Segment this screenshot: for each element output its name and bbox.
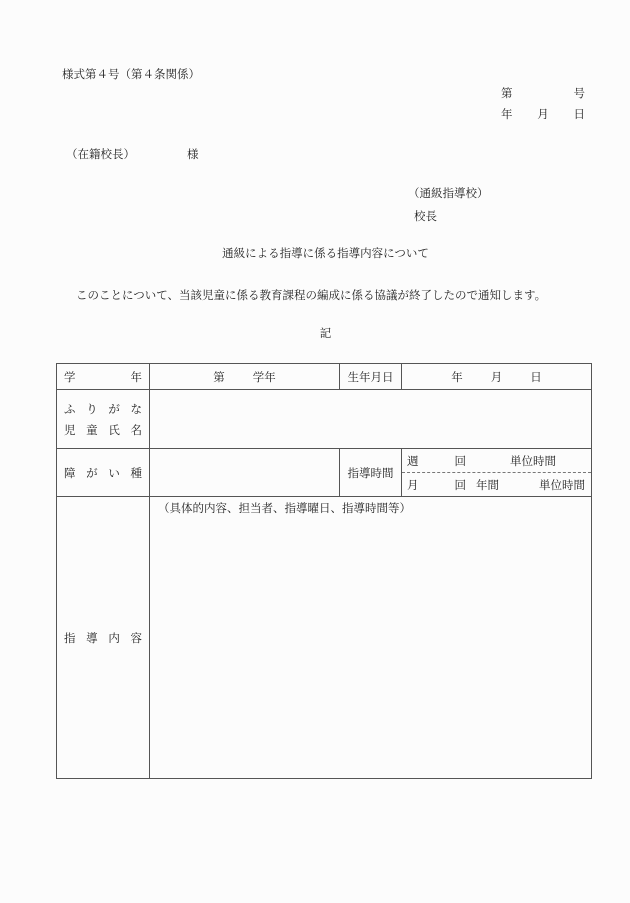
date-month: 月 bbox=[537, 107, 549, 121]
label-char: が bbox=[108, 401, 120, 416]
label-char: 指 bbox=[64, 630, 76, 645]
label-char: ふ bbox=[64, 401, 76, 416]
grade-value[interactable] bbox=[150, 364, 340, 390]
content-label bbox=[57, 497, 150, 779]
addressee-honorific: 様 bbox=[187, 147, 199, 161]
grade-suffix: 学年 bbox=[252, 369, 276, 384]
birth-month: 月 bbox=[490, 369, 503, 384]
date-day: 日 bbox=[573, 107, 585, 121]
document-title: 通級による指導に係る指導内容について bbox=[222, 246, 429, 260]
guidance-content-field[interactable] bbox=[150, 497, 592, 779]
document-body: このことについて、当該児童に係る教育課程の編成に係る協議が終了したので通知します。 bbox=[76, 288, 547, 302]
hours-field[interactable] bbox=[402, 449, 592, 497]
label-char: が bbox=[86, 465, 98, 480]
label-char: 児 bbox=[64, 422, 76, 437]
doc-no-prefix: 第 bbox=[501, 86, 513, 100]
sender bbox=[408, 185, 489, 224]
label-char: 学 bbox=[64, 369, 76, 384]
hours-label: 指導時間 bbox=[340, 449, 402, 497]
row-content bbox=[57, 497, 592, 779]
weekly-times: 回 bbox=[454, 453, 466, 468]
form-number: 様式第４号（第４条関係） bbox=[62, 67, 200, 81]
birth-day: 日 bbox=[530, 369, 542, 384]
label-char: 年 bbox=[130, 369, 142, 384]
label-char: 容 bbox=[130, 630, 142, 645]
date-year: 年 bbox=[501, 107, 513, 121]
birthdate-label: 生年月日 bbox=[340, 364, 402, 390]
sender-title: 校長 bbox=[414, 209, 437, 223]
row-grade bbox=[57, 364, 592, 390]
label-char: 種 bbox=[130, 465, 142, 480]
label-char: 障 bbox=[64, 465, 76, 480]
label-char: 氏 bbox=[108, 422, 120, 437]
weekly-unit-hours: 単位時間 bbox=[510, 453, 556, 468]
addressee-label: （在籍校長） bbox=[66, 147, 135, 161]
ki-heading: 記 bbox=[319, 326, 332, 340]
birthdate-value[interactable] bbox=[402, 364, 592, 390]
label-char: な bbox=[130, 401, 142, 416]
grade-label bbox=[57, 364, 150, 390]
birth-year: 年 bbox=[451, 369, 463, 384]
student-name-field[interactable] bbox=[150, 390, 592, 449]
label-char: 名 bbox=[130, 422, 142, 437]
label-char: り bbox=[86, 401, 98, 416]
weekly-hours[interactable] bbox=[402, 449, 591, 473]
addressee bbox=[66, 146, 199, 162]
grade-prefix: 第 bbox=[213, 369, 225, 384]
content-hint: （具体的内容、担当者、指導曜日、指導時間等） bbox=[158, 501, 411, 515]
document-number-block bbox=[501, 85, 585, 127]
guidance-table bbox=[56, 363, 592, 779]
label-char: 導 bbox=[86, 630, 98, 645]
disability-label bbox=[57, 449, 150, 497]
monthly-hours[interactable] bbox=[402, 473, 591, 496]
disability-type-field[interactable] bbox=[150, 449, 340, 497]
name-label bbox=[57, 390, 150, 449]
sender-school: （通級指導校） bbox=[408, 186, 489, 200]
document-date bbox=[501, 106, 585, 127]
row-name bbox=[57, 390, 592, 449]
label-char: 童 bbox=[86, 422, 98, 437]
label-char: い bbox=[108, 465, 120, 480]
monthly-unit: 月 bbox=[407, 477, 419, 492]
row-disability bbox=[57, 449, 592, 497]
doc-no-suffix: 号 bbox=[573, 86, 585, 100]
document-number bbox=[501, 85, 585, 106]
label-char: 内 bbox=[108, 630, 120, 645]
weekly-unit: 週 bbox=[407, 453, 419, 468]
monthly-times: 回 bbox=[454, 477, 466, 492]
annual-label: 年間 bbox=[476, 477, 499, 492]
monthly-unit-hours: 単位時間 bbox=[539, 477, 585, 492]
